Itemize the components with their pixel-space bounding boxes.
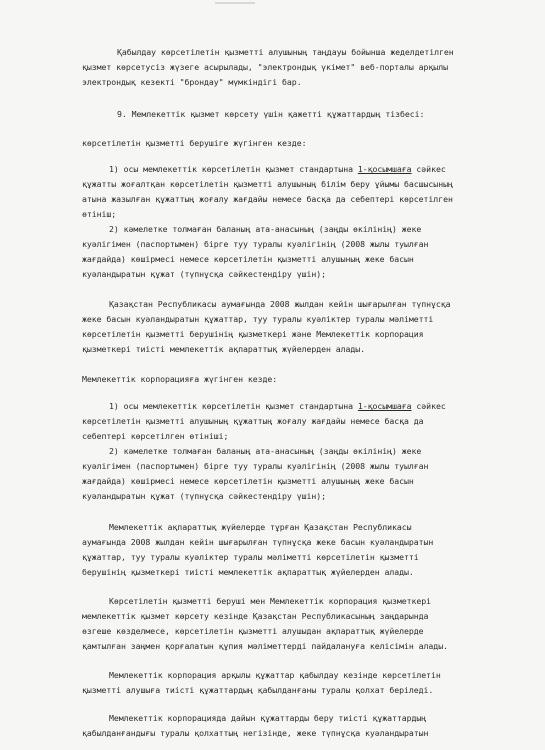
paragraph-line: Мемлекеттік ақпараттық жүйелерде тұрған Қазақстан Республикасы: [109, 522, 412, 532]
list-item-line: куәландыратын құжат (түпнұсқа сәйкестендіру үшін);: [82, 269, 326, 279]
paragraph-line: қызметкері тиісті мемлекеттік ақпараттық жүйелерден алады.: [82, 344, 365, 354]
paragraph-line: қызметті алушыға тиісті құжаттардың қабылданғаны туралы қолхат беріледі.: [82, 685, 434, 695]
paragraph-line: құжаттар, туу туралы куәліктер туралы мәліметті көрсетілетін қызметті: [82, 552, 419, 562]
paragraph-line: көрсетілетін қызметті берушіге жүгінген кезде:: [82, 138, 307, 148]
paragraph-line: жеке басын куәландыратын құжаттар, туу туралы куәліктер туралы мәліметті: [82, 314, 434, 324]
paragraph-line: қамтылған заңмен қорғалатын құпия мәліметтерді пайдалануға келісімін алады.: [82, 641, 448, 651]
list-item-line: құжатты жоғалтқан көрсетілетін қызметті алушының білім беру ұйымы басшысының: [82, 179, 453, 189]
list-item-line: [109, 162, 446, 177]
paragraph-line: мемлекеттік қызмет көрсету кезінде Қазақстан Республикасының заңдарында: [82, 611, 429, 621]
list-item-line: [109, 399, 446, 414]
appendix-link[interactable]: 1-қосымшаға: [357, 401, 412, 411]
list-text: сәйкес: [411, 401, 446, 411]
list-text: 1) осы мемлекеттік көрсетілетін қызмет стандартына: [109, 164, 358, 174]
paragraph-line: Мемлекеттік корпорация арқылы құжаттар қабылдау кезінде көрсетілетін: [109, 670, 441, 680]
scan-artifact: [215, 2, 255, 4]
paragraph-line: Мемлекеттік корпорацияда дайын құжаттарды беру тиісті құжаттардың: [109, 713, 427, 723]
list-text: сәйкес: [411, 164, 446, 174]
list-item-line: жағдайда) көшірмесі немесе көрсетілетін қызметті алушының жеке басын: [82, 254, 414, 264]
list-item-line: 2) кәмелетке толмаған баланың ата-анасының (заңды өкілінің) жеке: [109, 446, 422, 456]
list-item-line: куәлігімен (паспортымен) бірге туу туралы куәлігінің (2008 жылы туылған: [82, 461, 429, 471]
paragraph-line: қабылданғандығы туралы қолхаттың негізінде, жеке түпнұсқа куәландыратын: [82, 728, 429, 738]
list-text: 1) осы мемлекеттік көрсетілетін қызмет стандартына: [109, 401, 358, 411]
paragraph-line: қызмет көрсетусіз жүзеге асырылады, "электрондық үкімет" веб-порталы арқылы: [82, 62, 448, 72]
paragraph-line: Көрсетілетін қызметті беруші мен Мемлекеттік корпорация қызметкері: [109, 596, 432, 606]
paragraph-line: Қабылдау көрсетілетін қызметті алушының таңдауы бойынша жеделдетілген: [117, 47, 454, 57]
list-item-line: куәлігімен (паспортымен) бірге туу туралы куәлігінің (2008 жылы туылған: [82, 239, 429, 249]
list-item-line: жағдайда) көшірмесі немесе көрсетілетін қызметті алушының жеке басын: [82, 476, 414, 486]
paragraph-line: берушінің қызметкері тиісті мемлекеттік ақпараттық жүйелерден алады.: [82, 567, 414, 577]
list-item-line: атына жазылған құжаттың жоғалу жағдайы немесе басқа да себептері көрсетілген: [82, 194, 453, 204]
list-item-line: 2) кәмелетке толмаған баланың ата-анасының (заңды өкілінің) жеке: [109, 224, 422, 234]
list-item-line: куәландыратын құжат (түпнұсқа сәйкестендіру үшін);: [82, 491, 326, 501]
paragraph-line: көрсетілетін қызметті берушінің қызметкері және Мемлекеттік корпорация: [82, 329, 424, 339]
section-heading: 9. Мемлекеттік қызмет көрсету үшін қажетті құжаттардың тізбесі:: [117, 109, 425, 119]
list-item-line: себептері көрсетілген өтініші;: [82, 431, 229, 441]
paragraph-line: аумағында 2008 жылдан кейін шығарылған түпнұсқа жеке басын куәландыратын: [82, 537, 434, 547]
appendix-link[interactable]: 1-қосымшаға: [357, 164, 412, 174]
paragraph-line: өзгеше көзделмесе, көрсетілетін қызметті алушыдан ақпараттық жүйелерде: [82, 626, 424, 636]
list-item-line: өтініш;: [82, 209, 117, 219]
paragraph-line: электрондық кезекті "брондау" мүмкіндігі бар.: [82, 77, 302, 87]
list-item-line: көрсетілетін қызметті алушының құжаттың жоғалу жағдайы немесе басқа да: [82, 416, 424, 426]
paragraph-line: Қазақстан Республикасы аумағында 2008 жылдан кейін шығарылған түпнұсқа: [109, 299, 451, 309]
paragraph-line: Мемлекеттік корпорацияға жүгінген кезде:: [82, 374, 278, 384]
